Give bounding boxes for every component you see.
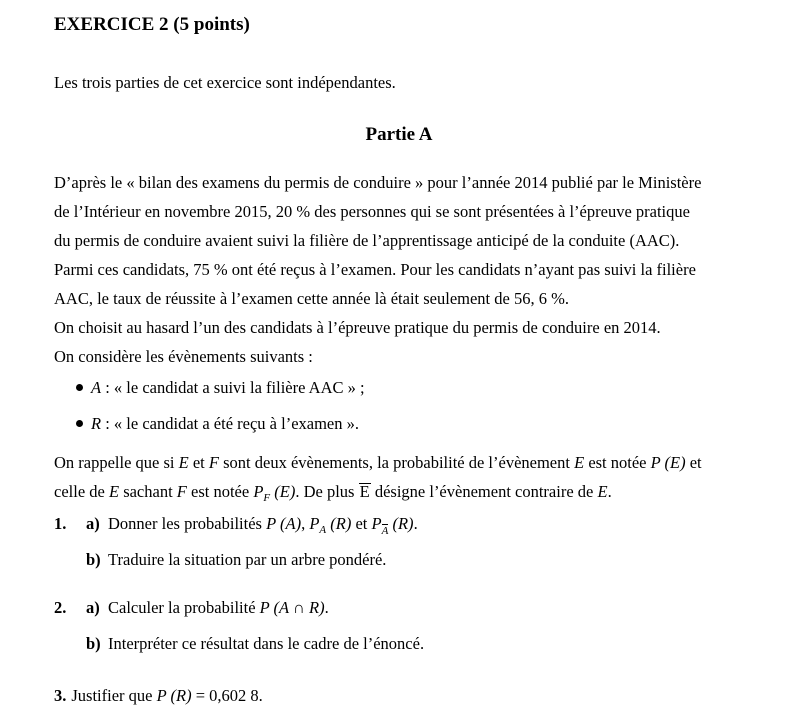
math-E: E (108, 482, 120, 501)
event-item-a (76, 378, 365, 414)
math-R: (R) (326, 514, 352, 533)
text-run: est notée (584, 453, 651, 472)
bullet-icon (76, 384, 83, 391)
question-3 (54, 686, 263, 706)
question-text: Traduire la situation par un arbre pondéré. (108, 550, 387, 569)
question-number: 1. (54, 514, 67, 533)
math-subscript: F (263, 492, 271, 504)
event-symbol: R (91, 414, 102, 433)
text-run: . (607, 482, 612, 501)
paragraph-line: AAC, le taux de réussite à l’examen cette année là était seulement de 56, 6 %. (54, 289, 569, 308)
math-value: = 0,602 8. (191, 686, 263, 705)
math-E: E (574, 453, 585, 472)
event-symbol: A (91, 378, 102, 397)
math-R: (R) (388, 514, 414, 533)
text-run: celle de (54, 482, 109, 501)
question-number: 3. (54, 686, 67, 705)
paragraph-line: Parmi ces candidats, 75 % ont été reçus à l’examen. Pour les candidats n’ayant pas suivi la filière (54, 260, 696, 279)
event-list (76, 378, 365, 450)
subquestion-label: b) (86, 634, 101, 653)
math-intersection: P (A ∩ R) (259, 598, 325, 617)
paragraph-line (54, 477, 754, 513)
question-text: Interpréter ce résultat dans le cadre de l’énoncé. (108, 634, 425, 653)
math-paren-E: (E) (270, 482, 296, 501)
math-P: P (309, 514, 320, 533)
math-E: E (597, 482, 608, 501)
text-run: est notée (186, 482, 254, 501)
math-P: P (253, 482, 264, 501)
text-run: désigne l’évènement contraire de (370, 482, 598, 501)
part-title: Partie A (365, 124, 433, 145)
question-1b (86, 550, 386, 570)
intro-text: Les trois parties de cet exercice sont indépendantes. (54, 73, 396, 92)
text-run: . (413, 514, 418, 533)
math-E: E (178, 453, 189, 472)
text-run: sont deux évènements, la probabilité de l’évènement (219, 453, 575, 472)
paragraph-line: On considère les évènements suivants : (54, 347, 313, 366)
question-2b (86, 634, 424, 654)
text-run: , (301, 514, 310, 533)
math-PR: P (R) (156, 686, 192, 705)
question-1a (54, 514, 418, 536)
math-PA: P (A) (266, 514, 302, 533)
text-run: et (351, 514, 372, 533)
math-PE: P (E) (650, 453, 686, 472)
math-F: F (208, 453, 219, 472)
bullet-icon (76, 420, 83, 427)
question-text: Donner les probabilités (108, 514, 267, 533)
text-run: et (188, 453, 209, 472)
paragraph-line: D’après le « bilan des examens du permis de conduire » pour l’année 2014 publié par le Ministère (54, 173, 702, 192)
context-paragraph (54, 168, 754, 371)
text-run: On rappelle que si (54, 453, 179, 472)
event-item-r (76, 414, 365, 450)
math-subscript-complement: A (381, 525, 389, 537)
text-run: sachant (119, 482, 177, 501)
question-2a (54, 598, 329, 618)
subquestion-label: b) (86, 550, 101, 569)
subquestion-label: a) (86, 514, 100, 533)
event-text: : « le candidat a été reçu à l’examen ». (101, 414, 360, 433)
question-text: Calculer la probabilité (108, 598, 260, 617)
subquestion-label: a) (86, 598, 100, 617)
math-subscript: A (319, 524, 327, 536)
paragraph-line: du permis de conduire avaient suivi la filière de l’apprentissage anticipé de la conduite (AAC). (54, 231, 680, 250)
paragraph-line: On choisit au hasard l’un des candidats à l’épreuve pratique du permis de conduire en 2014. (54, 318, 661, 337)
text-run: . De plus (295, 482, 359, 501)
question-number: 2. (54, 598, 67, 617)
paragraph-line (54, 448, 754, 477)
event-text: : « le candidat a suivi la filière AAC » ; (101, 378, 365, 397)
text-run: . (324, 598, 329, 617)
math-F: F (176, 482, 187, 501)
text-run: et (685, 453, 702, 472)
exercise-title: EXERCICE 2 (5 points) (54, 14, 250, 35)
notation-paragraph (54, 448, 754, 513)
math-P: P (371, 514, 382, 533)
math-E-complement: E (359, 482, 370, 501)
question-text: Justifier que (71, 686, 157, 705)
paragraph-line: de l’Intérieur en novembre 2015, 20 % des personnes qui se sont présentées à l’épreuve pratique (54, 202, 690, 221)
